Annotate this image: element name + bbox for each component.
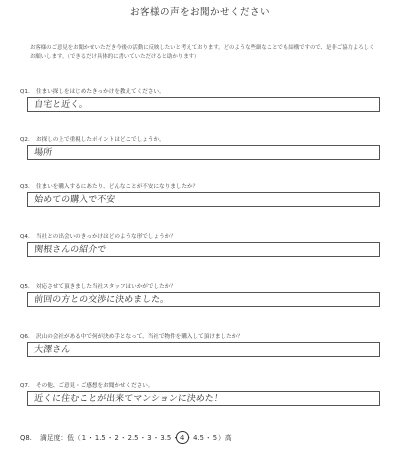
scale-separator: ・ [106,434,114,442]
scale-option: 4.5 [193,434,204,442]
scale-option-selected: 4 [179,434,185,442]
answer-box [27,342,380,357]
question-number: Q7. [20,383,30,389]
question-number: Q4. [20,234,30,240]
scale-separator: ・ [87,434,94,442]
question-label: 住まい探しをはじめたきっかけを教えてください。 [36,89,165,95]
scale-option: 1.5 [94,434,106,442]
question-label: その他、ご意見・ご感想をお聞かせください。 [36,383,154,389]
scale-option: 2.5 [127,434,139,442]
scale-option: 5 [212,434,218,442]
question-label: 沢山の会社がある中で何が決め手となって、当社で物件を購入して頂けましたか？ [36,334,243,340]
handwritten-answer: 関根さんの紹介で [33,245,107,255]
answer-box [27,242,380,257]
scale-prefix: 低（ [67,434,81,442]
scale-suffix: ）高 [218,434,232,442]
scale-option: 3.5 [160,434,172,442]
handwritten-answer: 近くに住むことが出来てマンションに決めた！ [33,394,224,404]
answer-box [27,292,380,307]
scale-option: 3 [147,434,152,442]
question-q2 [20,136,382,160]
question-q3 [20,183,382,207]
question-label: 対応させて頂きました当社スタッフはいかがでしたか？ [36,284,176,290]
question-label: お探しの上で重視したポイントはどこでしょうか。 [36,137,165,143]
scale-separator: ・ [152,434,160,442]
answer-box [27,145,380,160]
handwritten-answer: 自宅と近く。 [33,100,89,110]
intro-text: お客様のご意見をお聞かせいただき今後の活動に反映したいと考えております。どのような些細なことでも結構ですので、是非ご協力よろしくお願いします。（できるだけ具体的に書いていただけると助かります） [30,45,375,60]
handwritten-answer: 大澤さん [33,345,71,355]
scale-option: 1 [81,434,87,442]
page-title: お客様の声をお聞かせください [129,7,270,18]
handwritten-answer: 始めての購入で不安 [33,195,116,205]
question-q7 [20,382,382,406]
scale-option: 2 [114,434,119,442]
scale-separator: ・ [185,434,193,442]
answer-box [27,192,380,207]
question-number: Q1. [20,89,30,95]
question-number: Q5. [20,284,30,290]
question-number: Q2. [20,137,30,143]
handwritten-answer: 場所 [33,148,53,158]
question-q4 [20,233,382,257]
satisfaction-row [20,432,390,444]
scale-separator: ・ [139,434,147,442]
question-number: Q6. [20,334,30,340]
question-label: 当社との出会いのきっかけはどのような形でしょうか？ [36,234,176,240]
question-number: Q3. [20,184,30,190]
question-number: Q8. [20,434,32,442]
question-q1 [20,88,382,112]
question-q6 [20,333,382,357]
question-q5 [20,283,382,307]
scale-separator: ・ [204,434,212,442]
satisfaction-label: 満足度： [40,434,68,442]
answer-box [27,97,380,112]
handwritten-answer: 前回の方との交渉に決めました。 [33,295,170,305]
question-label: 住まいを購入するにあたり、どんなことが不安になりましたか？ [36,184,199,190]
scale-separator: ・ [119,434,127,442]
scale-separator: ・ [172,434,179,442]
satisfaction-scale [81,434,218,442]
answer-box [27,391,380,406]
